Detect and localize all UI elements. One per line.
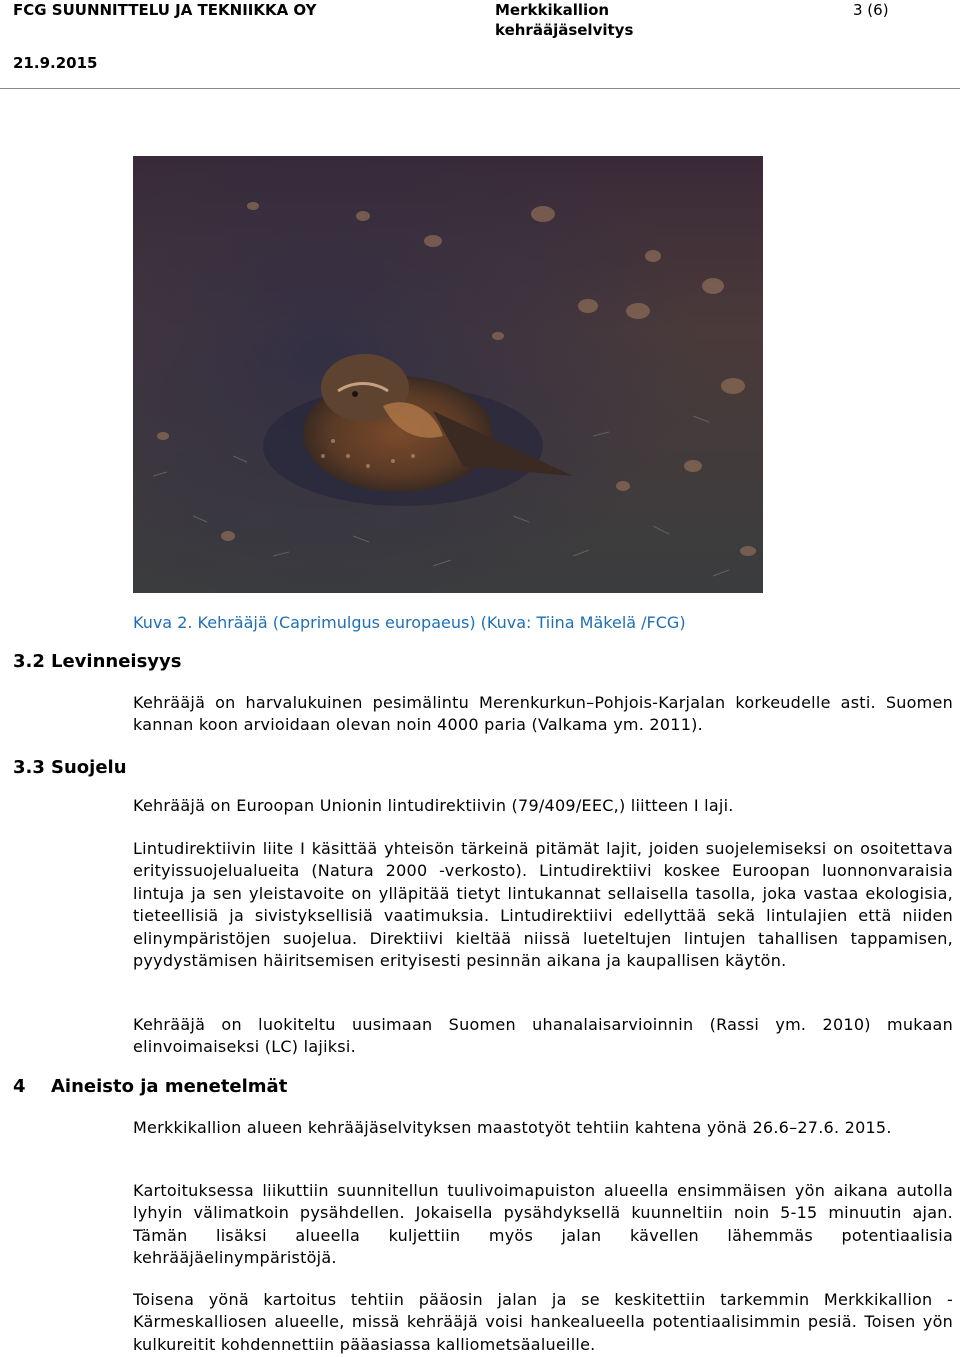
section-heading-suojelu <box>13 756 127 780</box>
paragraph-redlist: Kehrääjä on luokiteltu uusimaan Suomen uhanalaisarvioinnin (Rassi ym. 2010) mukaan elinvoimaiseksi (LC) lajiksi. <box>133 1015 953 1057</box>
section-number: 4 <box>13 1076 26 1097</box>
section-title: Suojelu <box>51 757 127 778</box>
nightjar-photo-drawing <box>133 156 763 593</box>
document-date: 21.9.2015 <box>13 54 98 72</box>
section-heading-levinneisyys <box>13 650 181 674</box>
nightjar-photo <box>133 156 763 593</box>
document-title <box>495 0 633 40</box>
paragraph-first-night: Kartoituksessa liikuttiin suunnitellun tuulivoimapuiston alueella ensimmäisen yön aikana autolla lyhyin välimatkoin pysähdellen. Jokaisella pysähdyksellä kuunneltiin noin 5-15 minuutin ajan. Tämän lisäksi alueella kuljettiin myös jalan kävellen lähemmäs potentiaalisia kehrääjäelinympäristöjä. <box>133 1181 953 1268</box>
paragraph-second-night: Toisena yönä kartoitus tehtiin pääosin jalan ja se keskitettiin tarkemmin Merkkikallion - Kärmeskalliosen alueelle, missä kehrääjä voisi hankealueella potentiaalisimmin pesiä. Toisen yön kulkureitit kohdennettiin pääasiassa kalliometsäalueille. <box>133 1290 953 1354</box>
document-title-line1: Merkkikallion <box>495 1 610 19</box>
document-title-line2: kehrääjäselvitys <box>495 21 634 39</box>
header-divider <box>0 88 960 89</box>
section-heading-methods <box>13 1075 287 1099</box>
figure-caption: Kuva 2. Kehrääjä (Caprimulgus europaeus) (Kuva: Tiina Mäkelä /FCG) <box>133 613 686 632</box>
paragraph-directive: Lintudirektiivin liite I käsittää yhteisön tärkeinä pitämät lajit, joiden suojelemiseksi on osoitettava erityissuojelualueita (Natura 2000 -verkosto). Lintudirektiivi koskee Euroopan luonnonvaraisia lintuja ja sen yleistavoite on ylläpitää tietyt lintukannat sellaisella tasolla, joka vastaa ekologisia, tieteellisiä ja sivistyksellisiä vaatimuksia. Lintudirektiivi edellyttää sekä lintulajien että niiden elinympäristöjen suojelua. Direktiivi kieltää niissä lueteltujen lintujen tahallisen tappamisen, pyydystämisen häiritsemisen erityisesti pesinnän aikana ja kaupallisen käytön. <box>133 839 953 971</box>
section-number: 3.2 <box>13 651 45 672</box>
paragraph-distribution: Kehrääjä on harvalukuinen pesimälintu Merenkurkun–Pohjois-Karjalan korkeudelle asti. Suomen kannan koon arvioidaan olevan noin 4000 paria (Valkama ym. 2011). <box>133 693 953 735</box>
section-number: 3.3 <box>13 757 45 778</box>
section-title: Aineisto ja menetelmät <box>51 1076 288 1097</box>
page-number: 3 (6) <box>853 1 889 19</box>
company-name: FCG SUUNNITTELU JA TEKNIIKKA OY <box>13 1 317 19</box>
paragraph-fieldwork: Merkkikallion alueen kehrääjäselvityksen maastotyöt tehtiin kahtena yönä 26.6–27.6. 2015. <box>133 1118 892 1137</box>
section-title: Levinneisyys <box>51 651 182 672</box>
paragraph-eu-status: Kehrääjä on Euroopan Unionin lintudirektiivin (79/409/EEC,) liitteen I laji. <box>133 796 734 815</box>
